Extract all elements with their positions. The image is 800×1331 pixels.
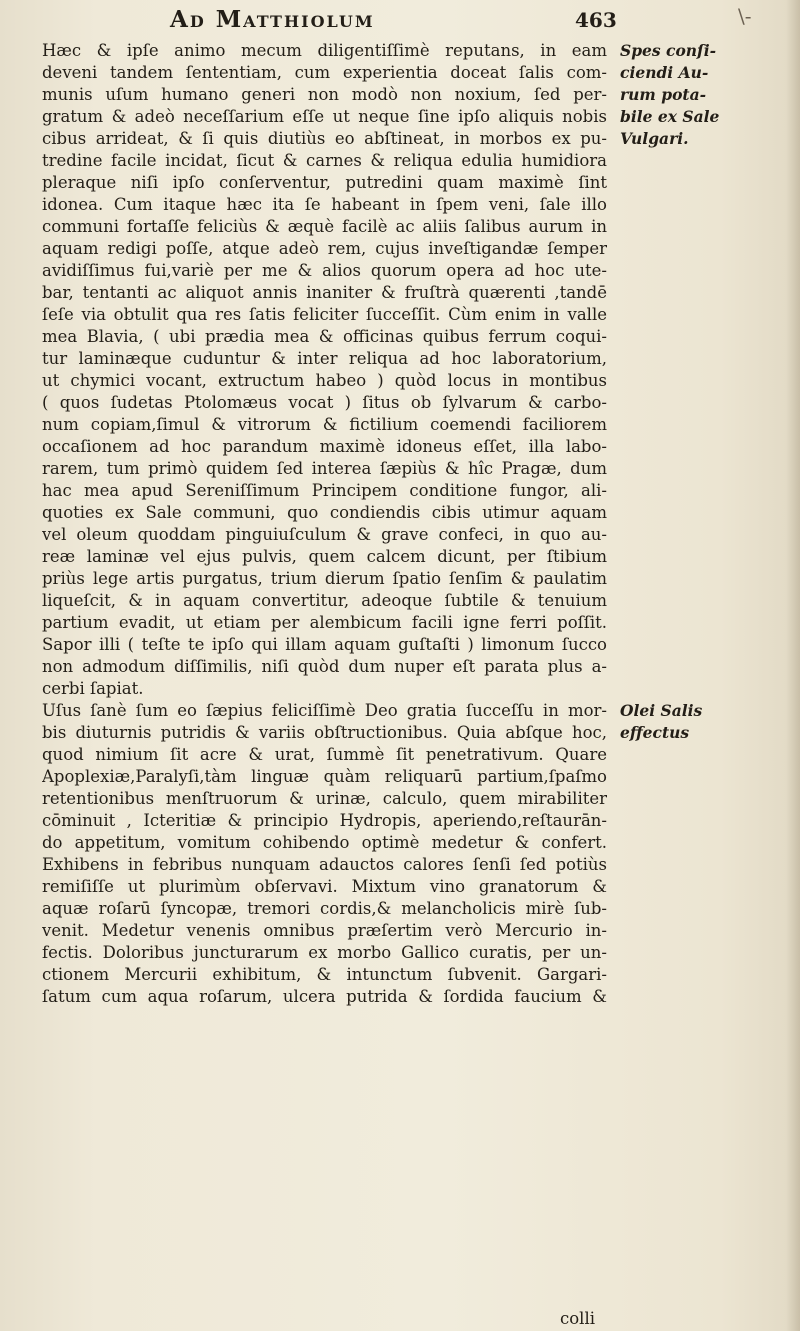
body-line: Exhibens in febribus nunquam adauctos calores ſenſi ſed potiùs (42, 855, 607, 874)
page-header (0, 4, 800, 38)
body-line: vel oleum quoddam pinguiuſculum & grave confeci, in quo au- (42, 525, 607, 544)
running-head: Ad Matthiolum (170, 6, 375, 33)
body-line: quoties ex Sale communi, quo condiendis cibis utimur aquam (42, 503, 607, 522)
body-line: num copiam,ſimul & vitrorum & fictilium coemendi faciliorem (42, 415, 607, 434)
body-line: liqueſcit, & in aquam convertitur, adeoque ſubtile & tenuium (42, 591, 607, 610)
body-line: Apoplexiæ,Paralyſi,tàm linguæ quàm reliquarū partium,ſpaſmo (42, 767, 607, 786)
margin-note: rum pota- (620, 85, 707, 104)
body-line: cibus arrideat, & ſi quis diutiùs eo abſtineat, in morbos ex pu- (42, 129, 607, 148)
body-line: avidiſſimus fui,variè per me & alios quorum opera ad hoc ute- (42, 261, 607, 280)
body-line: ctionem Mercurii exhibitum, & intunctum ſubvenit. Gargari- (42, 965, 607, 984)
body-line: fectis. Doloribus juncturarum ex morbo Gallico curatis, per un- (42, 943, 607, 962)
body-line: tur laminæque cuduntur & inter reliqua ad hoc laboratorium, (42, 349, 607, 368)
body-line: partium evadit, ut etiam per alembicum facili igne ferri poſſit. (42, 613, 607, 632)
body-line: quod nimium ſit acre & urat, ſummè ſit penetrativum. Quare (42, 745, 607, 764)
body-line: bar, tentanti ac aliquot annis inaniter & fruſtrà quærenti ,tandē (42, 283, 607, 302)
margin-note: ciendi Au- (620, 63, 709, 82)
body-line: retentionibus menſtruorum & urinæ, calculo, quem mirabiliter (42, 789, 607, 808)
margin-note: Vulgari. (620, 129, 689, 148)
body-line: ut chymici vocant, extructum habeo ) quòd locus in montibus (42, 371, 607, 390)
body-line: occaſionem ad hoc parandum maximè idoneus eſſet, illa labo- (42, 437, 607, 456)
page-number: 463 (575, 8, 617, 32)
body-line: hac mea apud Sereniſſimum Principem conditione fungor, ali- (42, 481, 607, 500)
margin-note: Olei Salis (620, 701, 703, 720)
body-line: pleraque niſi ipſo conſerventur, putredini quam maximè ſint (42, 173, 607, 192)
body-line (42, 1030, 607, 1052)
body-line: aquam redigi poſſe, atque adeò rem, cujus inveſtigandæ ſemper (42, 239, 607, 258)
body-line: reæ laminæ vel ejus pulvis, quem calcem dicunt, per ſtibium (42, 547, 607, 566)
body-line: do appetitum, vomitum cohibendo optimè medetur & confert. (42, 833, 607, 852)
margin-note: bile ex Sale (620, 107, 720, 126)
body-line: Uſus ſanè ſum eo ſæpius feliciſſimè Deo gratia ſucceſſu in mor- (42, 701, 607, 720)
body-line: communi fortaſſe feliciùs & æquè facilè ac aliis ſalibus aurum in (42, 217, 607, 236)
body-line: deveni tandem ſententiam, cum experientia doceat ſalis com- (42, 63, 607, 82)
body-line: mea Blavia, ( ubi prædia mea & officinas quibus ferrum coqui- (42, 327, 607, 346)
body-line: aquæ roſarū ſyncopæ, tremori cordis,& melancholicis mirè ſub- (42, 899, 607, 918)
body-line: cerbi ſapiat. (42, 679, 144, 698)
corner-mark: \- (738, 4, 752, 28)
catchword: colli (560, 1309, 596, 1328)
body-line (42, 1008, 607, 1030)
body-line: bis diuturnis putridis & variis obſtructionibus. Quia abſque hoc, (42, 723, 607, 742)
margin-note: Spes conſi- (620, 41, 717, 60)
body-line: remiſiſſe ut plurimùm obſervavi. Mixtum vino granatorum & (42, 877, 607, 896)
body-line: rarem, tum primò quidem ſed interea ſæpiùs & hîc Pragæ, dum (42, 459, 607, 478)
body-line: ſatum cum aqua roſarum, ulcera putrida & ſordida faucium & (42, 987, 607, 1006)
page-edge-shadow (786, 0, 800, 1331)
body-line: non admodum diſſimilis, niſi quòd dum nuper eſt parata plus a- (42, 657, 607, 676)
body-line: ſeſe via obtulit qua res ſatis feliciter ſucceſſit. Cùm enim in valle (42, 305, 607, 324)
body-line: idonea. Cum itaque hæc ita ſe habeant in ſpem veni, ſale illo (42, 195, 607, 214)
body-line: ( quos ſudetas Ptolomæus vocat ) ſitus ob ſylvarum & carbo- (42, 393, 607, 412)
body-line: tredine facile incidat, ſicut & carnes & reliqua edulia humidiora (42, 151, 607, 170)
body-line: Hæc & ipſe animo mecum diligentiſſimè reputans, in eam (42, 41, 607, 60)
margin-note: effectus (620, 723, 690, 742)
body-line: munis uſum humano generi non modò non noxium, ſed per- (42, 85, 607, 104)
body-line: priùs lege artis purgatus, trium dierum ſpatio ſenſim & paulatim (42, 569, 607, 588)
body-line: Sapor illi ( teſte te ipſo qui illam aquam guſtaſti ) limonum ſucco (42, 635, 607, 654)
body-line: gratum & adeò neceſſarium eſſe ut neque ſine ipſo aliquis nobis (42, 107, 607, 126)
body-line: venit. Medetur venenis omnibus præſertim verò Mercurio in- (42, 921, 607, 940)
body-line: cōminuit , Icteritiæ & principio Hydropis, aperiendo,reſtaurān- (42, 811, 607, 830)
